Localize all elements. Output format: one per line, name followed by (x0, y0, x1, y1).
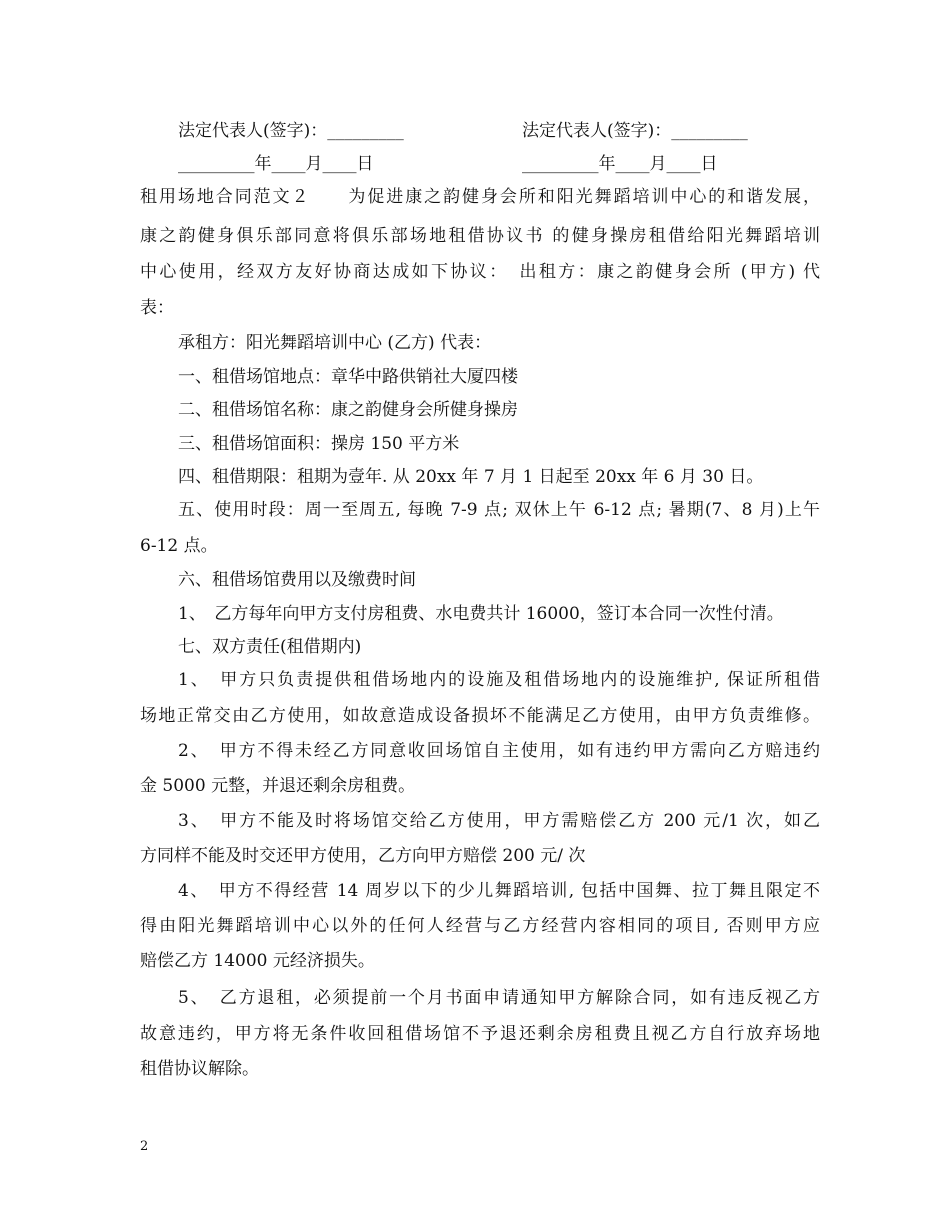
paragraph-line: 金 5000 元整，并退还剩余房租费。 (140, 776, 416, 796)
clause-fees-heading: 六、租借场馆费用以及缴费时间 (178, 570, 416, 590)
paragraph-line: 6-12 点。 (140, 536, 218, 556)
paragraph-line: 康之韵健身俱乐部同意将俱乐部场地租借协议书 的健身操房租借给阳光舞蹈培训 (140, 226, 820, 246)
paragraph-line: 故意违约，甲方将无条件收回租借场馆不予退还剩余房租费且视乙方自行放弃场地 (140, 1024, 820, 1044)
lessee-line: 承租方：阳光舞蹈培训中心 (乙方) 代表： (178, 333, 492, 353)
clause-venue-area: 三、租借场馆面积：操房 150 平方米 (178, 434, 460, 454)
page-number: 2 (140, 1139, 149, 1154)
paragraph-line: 中心使用，经双方友好协商达成如下协议： 出租方：康之韵健身会所 (甲方) 代 (140, 262, 820, 282)
clause-usage-hours: 五、使用时段：周一至周五, 每晚 7-9 点; 双休上午 6-12 点; 暑期(7、8 月)上午 (178, 500, 820, 520)
paragraph-line: 表： (140, 298, 174, 318)
clause-responsibilities-heading: 七、双方责任(租借期内) (178, 637, 362, 657)
contract-title-line: 租用场地合同范文２ 为促进康之韵健身会所和阳光舞蹈培训中心的和谐发展， (140, 187, 820, 207)
clause-lease-term: 四、租借期限：租期为壹年. 从 20xx 年 7 月 1 日起至 20xx 年 6 月 30 日。 (178, 467, 764, 487)
right-representative-signature: 法定代表人(签字)：_________ (522, 121, 748, 141)
left-signature-date: _________年____月____日 (178, 154, 374, 174)
responsibility-item-1: 1、 甲方只负责提供租借场地内的设施及租借场地内的设施维护, 保证所租借 (178, 670, 820, 690)
responsibility-item-3: 3、 甲方不能及时将场馆交给乙方使用，甲方需赔偿乙方 200 元/1 次，如乙 (178, 811, 820, 831)
clause-venue-name: 二、租借场馆名称：康之韵健身会所健身操房 (178, 400, 518, 420)
paragraph-line: 赔偿乙方 14000 元经济损失。 (140, 951, 375, 971)
paragraph-line: 场地正常交由乙方使用，如故意造成设备损坏不能满足乙方使用，由甲方负责维修。 (140, 706, 820, 726)
responsibility-item-5: 5、 乙方退租，必须提前一个月书面申请通知甲方解除合同，如有违反视乙方 (178, 988, 820, 1008)
paragraph-line: 得由阳光舞蹈培训中心以外的任何人经营与乙方经营内容相同的项目, 否则甲方应 (140, 916, 820, 936)
responsibility-item-4: 4、 甲方不得经营 14 周岁以下的少儿舞蹈培训, 包括中国舞、拉丁舞且限定不 (178, 881, 820, 901)
clause-venue-location: 一、租借场馆地点：章华中路供销社大厦四楼 (178, 367, 518, 387)
left-representative-signature: 法定代表人(签字)：_________ (178, 121, 404, 141)
paragraph-line: 租借协议解除。 (140, 1059, 259, 1079)
paragraph-line: 方同样不能及时交还甲方使用，乙方向甲方赔偿 200 元/ 次 (140, 846, 586, 866)
responsibility-item-2: 2、 甲方不得未经乙方同意收回场馆自主使用，如有违约甲方需向乙方赔违约 (178, 741, 820, 761)
clause-fees-item-1: 1、 乙方每年向甲方支付房租费、水电费共计 16000，签订本合同一次性付清。 (178, 604, 784, 624)
right-signature-date: _________年____月____日 (522, 154, 718, 174)
